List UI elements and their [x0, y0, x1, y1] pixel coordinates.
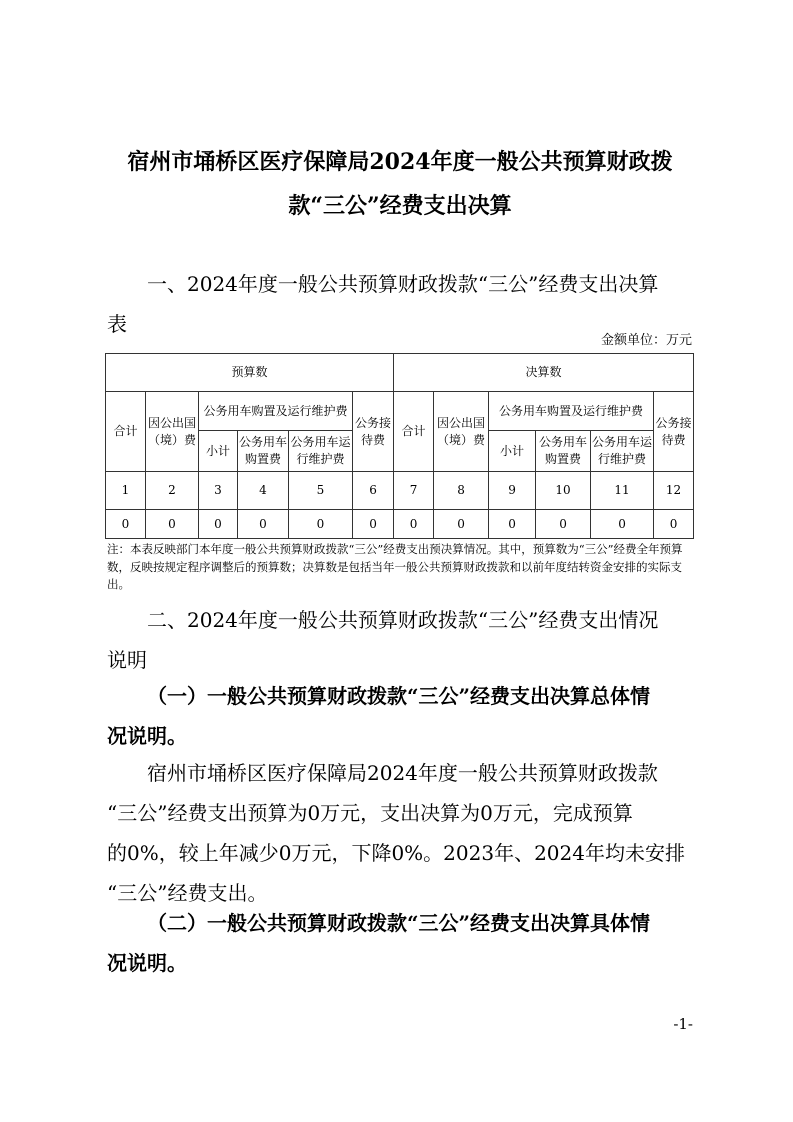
- header-budget-total: 合计: [106, 392, 146, 472]
- section-1-heading-line-2: 表: [107, 312, 127, 336]
- table-value-row: [106, 510, 694, 539]
- index-cell: 3: [199, 472, 238, 510]
- group-header-budget: 预算数: [106, 354, 394, 392]
- section-2-heading: [107, 600, 697, 680]
- value-cell: 0: [394, 510, 434, 539]
- value-cell: 0: [146, 510, 199, 539]
- value-cell: 0: [434, 510, 489, 539]
- value-cell: 0: [106, 510, 146, 539]
- subsection-1-heading-line-2: 况说明。: [107, 724, 187, 748]
- subsection-1-heading: [107, 676, 697, 756]
- subsection-1-heading-line-1: （一）一般公共预算财政拨款“三公”经费支出决算总体情: [147, 684, 651, 708]
- body-line: “三公”经费支出。: [107, 881, 268, 905]
- value-cell: 0: [353, 510, 394, 539]
- table-index-row: [106, 472, 694, 510]
- three-public-expenses-table: [105, 353, 694, 539]
- body-line: 宿州市埇桥区医疗保障局2024年度一般公共预算财政拨款: [147, 761, 658, 785]
- value-cell: 0: [536, 510, 591, 539]
- header-final-total: 合计: [394, 392, 434, 472]
- header-final-car-purchase: 公务用车购置费: [536, 431, 591, 472]
- body-line: 的0%，较上年减少0万元，下降0%。2023年、2024年均未安排: [107, 841, 685, 865]
- header-budget-subtotal: 小计: [199, 431, 238, 472]
- value-cell: 0: [654, 510, 694, 539]
- body-line: “三公”经费支出预算为0万元，支出决算为0万元，完成预算: [107, 801, 633, 825]
- index-cell: 6: [353, 472, 394, 510]
- value-cell: 0: [238, 510, 289, 539]
- index-cell: 8: [434, 472, 489, 510]
- index-cell: 10: [536, 472, 591, 510]
- value-cell: 0: [489, 510, 536, 539]
- header-budget-reception: 公务接待费: [353, 392, 394, 472]
- document-title-line-2: 款“三公”经费支出决算: [288, 193, 512, 219]
- section-1-heading-line-1: 一、2024年度一般公共预算财政拨款“三公”经费支出决算: [147, 272, 659, 296]
- index-cell: 2: [146, 472, 199, 510]
- table-group-header-row: [106, 354, 694, 392]
- index-cell: 11: [591, 472, 654, 510]
- index-cell: 7: [394, 472, 434, 510]
- header-budget-car-group: 公务用车购置及运行维护费: [199, 392, 353, 431]
- section-2-heading-line-2: 说明: [107, 648, 147, 672]
- header-budget-car-purchase: 公务用车购置费: [238, 431, 289, 472]
- index-cell: 4: [238, 472, 289, 510]
- subsection-2-heading: [107, 903, 697, 983]
- section-2-heading-line-1: 二、2024年度一般公共预算财政拨款“三公”经费支出情况: [147, 608, 659, 632]
- subsection-2-heading-line-2: 况说明。: [107, 951, 187, 975]
- amount-unit-label: 金额单位：万元: [600, 333, 692, 348]
- group-header-final: 决算数: [394, 354, 694, 392]
- value-cell: 0: [591, 510, 654, 539]
- page-number: -1-: [673, 1015, 693, 1033]
- header-final-car-operation: 公务用车运行维护费: [591, 431, 654, 472]
- index-cell: 9: [489, 472, 536, 510]
- header-final-reception: 公务接待费: [654, 392, 694, 472]
- header-budget-car-operation: 公务用车运行维护费: [289, 431, 353, 472]
- header-final-subtotal: 小计: [489, 431, 536, 472]
- header-final-car-group: 公务用车购置及运行维护费: [489, 392, 654, 431]
- subsection-1-body: [107, 753, 697, 913]
- document-title-line-1: 宿州市埇桥区医疗保障局2024年度一般公共预算财政拨: [127, 149, 673, 175]
- header-budget-abroad: 因公出国（境）费: [146, 392, 199, 472]
- table-note: 注：本表反映部门本年度一般公共预算财政拨款“三公”经费支出预决算情况。其中，预算数为“三公”经费全年预算数，反映按规定程序调整后的预算数；决算数是包括当年一般公共预算财政拨款和以前年度结转资金安排的实际支出。: [107, 542, 683, 591]
- value-cell: 0: [199, 510, 238, 539]
- value-cell: 0: [289, 510, 353, 539]
- index-cell: 1: [106, 472, 146, 510]
- subsection-2-heading-line-1: （二）一般公共预算财政拨款“三公”经费支出决算具体情: [147, 911, 651, 935]
- section-1-heading: [107, 264, 697, 344]
- table-header-row-1: [106, 392, 694, 431]
- header-final-abroad: 因公出国（境）费: [434, 392, 489, 472]
- index-cell: 12: [654, 472, 694, 510]
- index-cell: 5: [289, 472, 353, 510]
